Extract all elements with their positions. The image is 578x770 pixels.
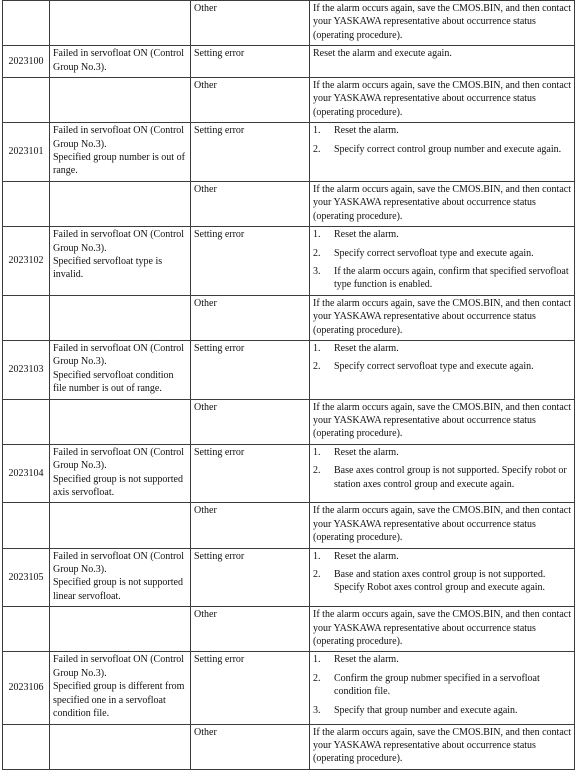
alarm-remedy: If the alarm occurs again, save the CMOS.BIN, and then contact your YASKAWA representative about occurrence status (operating procedure). [310,78,575,123]
step-text: Reset the alarm. [334,229,399,241]
step-text: Base and station axes control group is not supported. Specify Robot axes control group and execute again. [334,569,546,594]
alarm-remedy [310,123,575,182]
alarm-code [3,295,50,340]
alarm-cause [50,46,191,78]
cause-line: Failed in servofloat ON (Control Group No.3). [53,654,185,679]
alarm-code: 2023101 [3,123,50,182]
step-number: 1. [313,229,321,241]
cause-line: Specified servofloat condition file number is out of range. [53,369,174,395]
table-row [3,46,575,78]
step-text: Specify correct servofloat type and execute again. [334,247,534,259]
remedy-step [313,550,571,563]
alarm-type: Other [191,1,310,46]
alarm-code [3,1,50,46]
alarm-cause [50,340,191,399]
alarm-cause [50,548,191,607]
alarm-remedy: If the alarm occurs again, save the CMOS.BIN, and then contact your YASKAWA representative about occurrence status (operating procedure). [310,503,575,548]
alarm-remedy: If the alarm occurs again, save the CMOS.BIN, and then contact your YASKAWA representative about occurrence status (operating procedure). [310,399,575,444]
alarm-remedy [310,444,575,503]
alarm-code: 2023102 [3,227,50,296]
alarm-cause [50,607,191,652]
alarm-type: Other [191,724,310,769]
alarm-code: 2023103 [3,340,50,399]
table-row [3,78,575,123]
cause-line: Failed in servofloat ON (Control Group No.3). [53,229,185,254]
alarm-code [3,78,50,123]
alarm-code [3,503,50,548]
step-text: Confirm the group nubmer specified in a servofloat condition file. [334,672,540,698]
remedy-step [313,342,571,355]
alarm-remedy: If the alarm occurs again, save the CMOS.BIN, and then contact your YASKAWA representative about occurrence status (operating procedure). [310,181,575,226]
remedy-step [313,653,571,666]
alarm-type: Setting error [191,227,310,296]
alarm-code: 2023106 [3,652,50,724]
alarm-code [3,607,50,652]
alarm-table [2,0,575,770]
alarm-cause [50,295,191,340]
step-text: If the alarm occurs again, confirm that specified servofloat type function is enabled. [334,265,569,291]
step-number: 1. [313,654,321,666]
alarm-type: Other [191,503,310,548]
alarm-cause [50,652,191,724]
remedy-step [313,247,571,260]
alarm-type: Setting error [191,444,310,503]
step-number: 2. [313,143,321,155]
alarm-remedy [310,548,575,607]
alarm-type: Setting error [191,652,310,724]
alarm-type: Other [191,181,310,226]
alarm-code [3,181,50,226]
cause-line: Failed in servofloat ON (Control Group No.3). [53,446,185,472]
step-number: 2. [313,672,321,684]
cause-line: Specified group is not supported axis servofloat. [53,473,183,498]
table-row [3,399,575,444]
alarm-remedy [310,652,575,724]
alarm-remedy: Reset the alarm and execute again. [310,46,575,78]
alarm-code [3,724,50,769]
step-number: 3. [313,704,321,716]
step-number: 2. [313,247,321,259]
step-text: Reset the alarm. [334,654,399,666]
step-number: 2. [313,361,321,373]
cause-line: Specified group is different from specified one in a servofloat condition file. [53,681,185,720]
cause-line: Failed in servofloat ON (Control Group No.3). [53,125,185,150]
alarm-cause [50,724,191,769]
remedy-step [313,124,571,137]
alarm-code: 2023104 [3,444,50,503]
alarm-type: Setting error [191,46,310,78]
table-row [3,181,575,226]
alarm-type: Other [191,295,310,340]
alarm-cause [50,399,191,444]
cause-line: Failed in servofloat ON (Control Group No.3). [53,342,185,368]
step-number: 1. [313,550,321,562]
alarm-type: Setting error [191,123,310,182]
table-row [3,652,575,724]
cause-line: Specified group number is out of range. [53,152,185,177]
alarm-type: Other [191,78,310,123]
table-row [3,503,575,548]
step-text: Specify correct control group number and execute again. [334,143,562,155]
alarm-cause [50,503,191,548]
alarm-cause [50,444,191,503]
table-row [3,724,575,769]
table-row [3,123,575,182]
remedy-step [313,143,571,156]
table-row [3,607,575,652]
alarm-type: Setting error [191,340,310,399]
table-row [3,340,575,399]
step-text: Reset the alarm. [334,550,399,562]
table-body [3,1,575,770]
remedy-step [313,464,571,491]
step-number: 2. [313,465,321,477]
alarm-type: Other [191,607,310,652]
remedy-step [313,265,571,292]
cause-line: Specified group is not supported linear servofloat. [53,577,183,602]
alarm-remedy: If the alarm occurs again, save the CMOS.BIN, and then contact your YASKAWA representative about occurrence status (operating procedure). [310,724,575,769]
step-text: Reset the alarm. [334,342,399,354]
step-number: 1. [313,446,321,458]
cause-line: Failed in servofloat ON (Control Group No.3). [53,550,185,576]
step-text: Reset the alarm. [334,125,399,137]
table-row [3,1,575,46]
remedy-step [313,360,571,373]
remedy-step [313,228,571,241]
alarm-cause [50,123,191,182]
alarm-code: 2023105 [3,548,50,607]
step-number: 2. [313,569,321,581]
alarm-type: Other [191,399,310,444]
alarm-code: 2023100 [3,46,50,78]
alarm-remedy: If the alarm occurs again, save the CMOS.BIN, and then contact your YASKAWA representative about occurrence status (operating procedure). [310,1,575,46]
table-row [3,295,575,340]
remedy-step [313,568,571,595]
alarm-remedy [310,340,575,399]
step-text: Base axes control group is not supported. Specify robot or station axes control group and execute again. [334,465,567,490]
table-row [3,444,575,503]
step-number: 1. [313,342,321,354]
cause-line: Specified servofloat type is invalid. [53,255,163,281]
alarm-remedy: If the alarm occurs again, save the CMOS.BIN, and then contact your YASKAWA representative about occurrence status (operating procedure). [310,607,575,652]
step-text: Specify correct servofloat type and execute again. [334,361,534,373]
alarm-type: Setting error [191,548,310,607]
step-text: Specify that group number and execute again. [334,704,518,716]
step-text: Reset the alarm. [334,446,399,458]
remedy-step [313,672,571,699]
alarm-cause [50,1,191,46]
remedy-step [313,704,571,717]
table-row [3,227,575,296]
cause-line: Failed in servofloat ON (Control Group No.3). [53,48,185,73]
table-row [3,548,575,607]
alarm-cause [50,78,191,123]
alarm-code [3,399,50,444]
alarm-remedy [310,227,575,296]
step-number: 3. [313,265,321,277]
alarm-remedy: If the alarm occurs again, save the CMOS.BIN, and then contact your YASKAWA representative about occurrence status (operating procedure). [310,295,575,340]
step-number: 1. [313,125,321,137]
remedy-step [313,446,571,459]
alarm-cause [50,181,191,226]
alarm-cause [50,227,191,296]
